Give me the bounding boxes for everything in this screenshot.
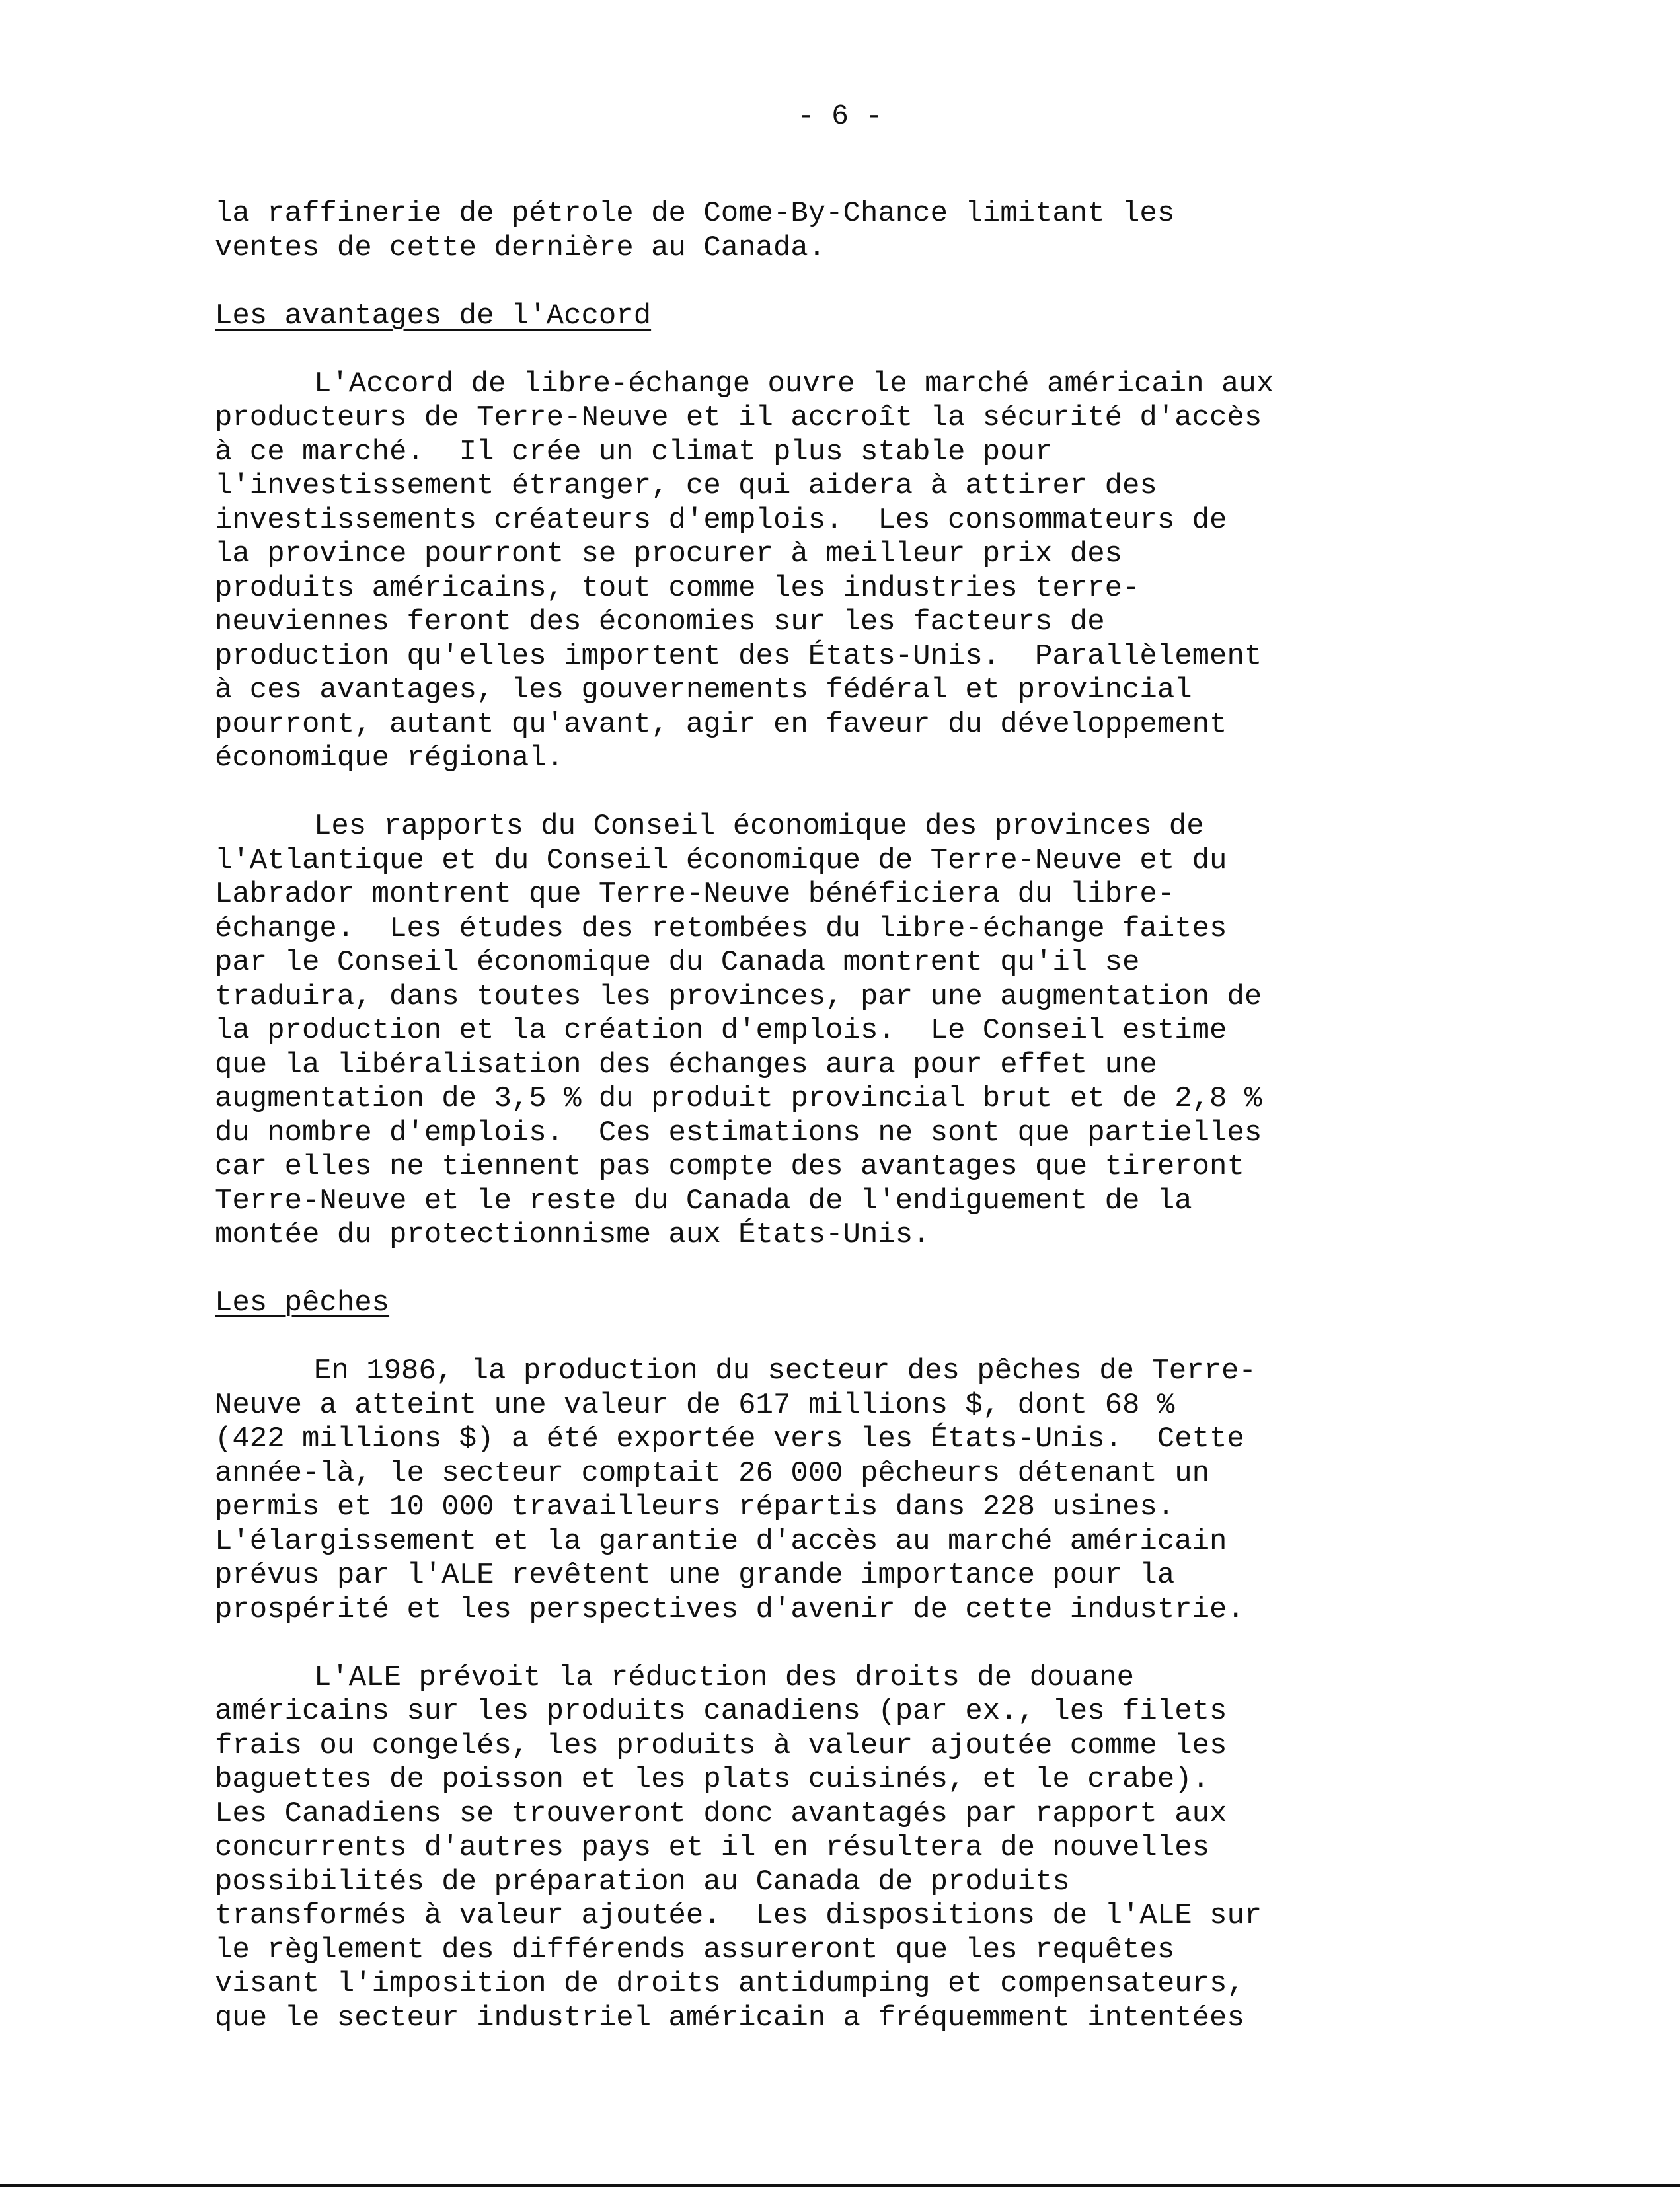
text-line: concurrents d'autres pays et il en résultera de nouvelles — [215, 1831, 1210, 1864]
text-line: L'Accord de libre-échange ouvre le marché américain aux — [314, 367, 1274, 401]
section-heading-fisheries-text: Les pêches — [215, 1286, 390, 1319]
text-line: L'élargissement et la garantie d'accès au marché américain — [215, 1524, 1227, 1558]
text-line: neuviennes feront des économies sur les facteurs de — [215, 606, 1105, 639]
text-line: prospérité et les perspectives d'avenir de cette industrie. — [215, 1592, 1244, 1626]
text-line: baguettes de poisson et les plats cuisinés, et le crabe). — [215, 1763, 1210, 1796]
text-line: la production et la création d'emplois. Le Conseil estime — [215, 1014, 1227, 1047]
text-line: la province pourront se procurer à meilleur prix des — [215, 537, 1123, 570]
text-line: visant l'imposition de droits antidumping et compensateurs, — [215, 1967, 1244, 2000]
text-line: année-là, le secteur comptait 26 000 pêcheurs détenant un — [215, 1456, 1210, 1490]
text-line: Neuve a atteint une valeur de 617 millions $, dont 68 % — [215, 1388, 1175, 1422]
text-line: par le Conseil économique du Canada montrent qu'il se — [215, 946, 1140, 979]
text-line: prévus par l'ALE revêtent une grande importance pour la — [215, 1559, 1175, 1592]
text-line: possibilités de préparation au Canada de produits — [215, 1865, 1070, 1898]
text-line: que la libéralisation des échanges aura pour effet une — [215, 1048, 1157, 1081]
text-line: En 1986, la production du secteur des pêches de Terre- — [314, 1354, 1256, 1388]
text-line: traduira, dans toutes les provinces, par une augmentation de — [215, 980, 1262, 1013]
fisheries-paragraph-1 — [215, 1354, 1424, 1627]
fisheries-paragraph-2 — [215, 1661, 1424, 2036]
advantages-paragraph-2 — [215, 810, 1424, 1253]
text-line: échange. Les études des retombées du libre-échange faites — [215, 912, 1227, 945]
text-line: production qu'elles importent des États-Unis. Parallèlement — [215, 639, 1262, 673]
text-line: permis et 10 000 travailleurs répartis dans 228 usines. — [215, 1491, 1175, 1524]
text-line: producteurs de Terre-Neuve et il accroît la sécurité d'accès — [215, 401, 1262, 434]
text-line: l'Atlantique et du Conseil économique de Terre-Neuve et du — [215, 843, 1227, 877]
text-line: à ces avantages, les gouvernements fédéral et provincial — [215, 674, 1192, 707]
text-line: la raffinerie de pétrole de Come-By-Chance limitant les — [215, 197, 1175, 230]
text-line: ventes de cette dernière au Canada. — [215, 231, 826, 264]
text-line: investissements créateurs d'emplois. Les consommateurs de — [215, 503, 1227, 537]
page-number: - 6 - — [797, 100, 883, 132]
text-line: car elles ne tiennent pas compte des avantages que tireront — [215, 1150, 1244, 1183]
text-line: l'investissement étranger, ce qui aidera à attirer des — [215, 469, 1157, 502]
text-line: (422 millions $) a été exportée vers les États-Unis. Cette — [215, 1423, 1244, 1456]
bottom-edge-rule — [0, 2184, 1680, 2187]
text-line: économique régional. — [215, 742, 564, 775]
text-line: du nombre d'emplois. Ces estimations ne sont que partielles — [215, 1116, 1262, 1150]
section-heading-advantages-text: Les avantages de l'Accord — [215, 299, 652, 332]
text-line: Les rapports du Conseil économique des provinces de — [314, 810, 1204, 843]
text-line: à ce marché. Il crée un climat plus stable pour — [215, 435, 1053, 469]
text-line: frais ou congelés, les produits à valeur ajoutée comme les — [215, 1729, 1227, 1762]
text-line: que le secteur industriel américain a fréquemment intentées — [215, 2001, 1244, 2035]
text-line: montée du protectionnisme aux États-Unis. — [215, 1218, 931, 1251]
advantages-paragraph-1 — [215, 368, 1424, 776]
text-line: américains sur les produits canadiens (par ex., les filets — [215, 1695, 1227, 1728]
text-line: augmentation de 3,5 % du produit provincial brut et de 2,8 % — [215, 1082, 1262, 1115]
text-line: L'ALE prévoit la réduction des droits de douane — [314, 1661, 1135, 1694]
text-line: produits américains, tout comme les industries terre- — [215, 571, 1140, 605]
text-line: Labrador montrent que Terre-Neuve bénéficiera du libre- — [215, 878, 1175, 911]
document-body — [215, 197, 1424, 2070]
section-heading-advantages — [215, 299, 1424, 334]
intro-paragraph — [215, 197, 1424, 265]
text-line: le règlement des différends assureront que les requêtes — [215, 1933, 1175, 1967]
text-line: Terre-Neuve et le reste du Canada de l'endiguement de la — [215, 1184, 1192, 1218]
text-line: transformés à valeur ajoutée. Les dispositions de l'ALE sur — [215, 1899, 1262, 1932]
text-line: pourront, autant qu'avant, agir en faveur du développement — [215, 707, 1227, 741]
section-heading-fisheries — [215, 1286, 1424, 1321]
text-line: Les Canadiens se trouveront donc avantagés par rapport aux — [215, 1797, 1227, 1830]
